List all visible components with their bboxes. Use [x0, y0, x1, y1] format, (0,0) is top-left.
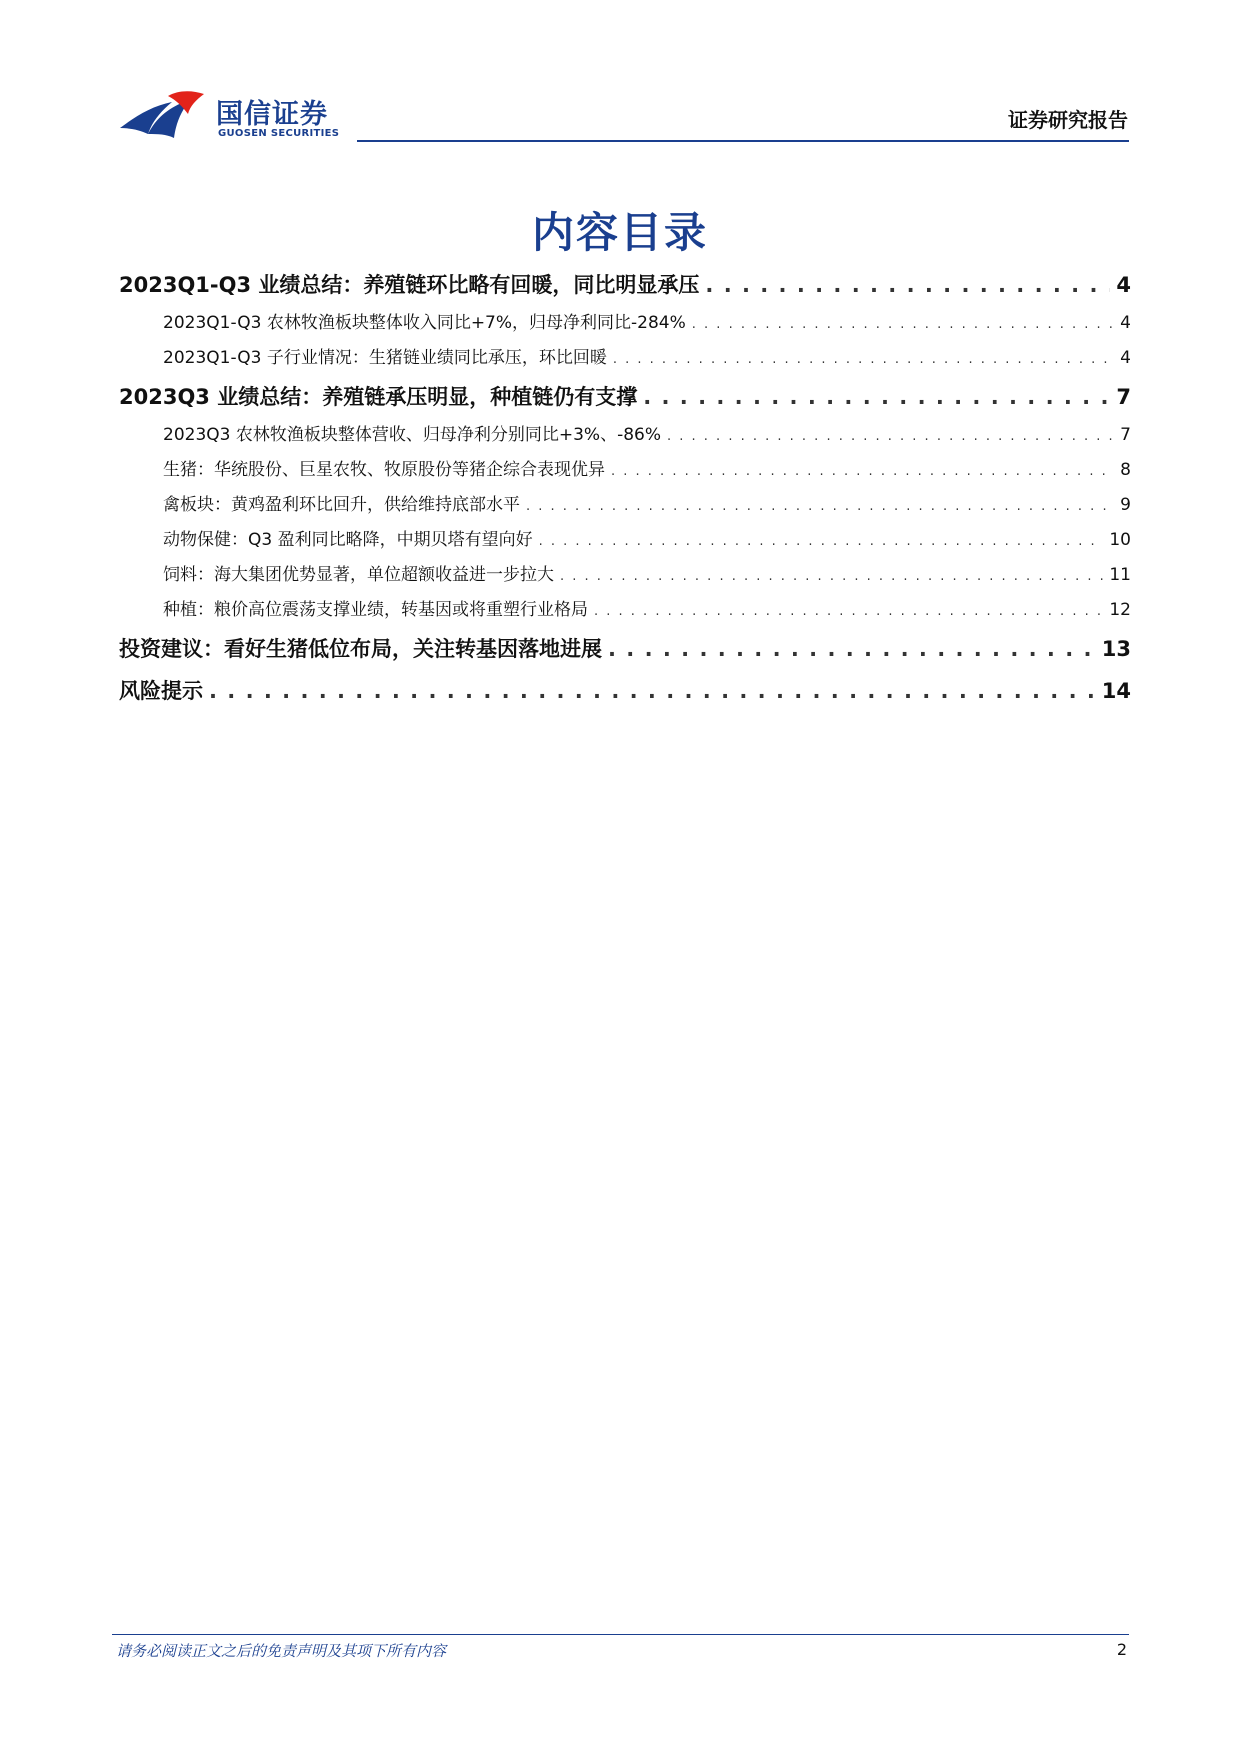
toc-entry-subsection[interactable]: [119, 306, 1131, 341]
toc-page-number: 9: [1120, 495, 1131, 515]
toc-page-number: 4: [1120, 348, 1131, 368]
toc-leader-dots: [526, 489, 1114, 524]
toc-leader-dots: [608, 628, 1096, 670]
toc-leader-dots: [560, 559, 1103, 594]
toc-page-number: 13: [1101, 637, 1131, 661]
footer-divider: [112, 1634, 1129, 1635]
toc-leader-dots: [705, 264, 1110, 306]
toc-entry-section[interactable]: [119, 670, 1131, 712]
table-of-contents: [119, 264, 1131, 712]
report-type-label: 证券研究报告: [1008, 108, 1128, 132]
logo-chinese-name: 国信证券: [216, 99, 328, 130]
toc-page-number: 4: [1116, 273, 1131, 297]
toc-page-number: 10: [1109, 530, 1131, 550]
toc-entry-title: 禽板块：黄鸡盈利环比回升，供给维持底部水平: [163, 495, 520, 515]
toc-entry-subsection[interactable]: [119, 558, 1131, 593]
toc-leader-dots: [643, 376, 1110, 418]
toc-entry-section[interactable]: [119, 628, 1131, 670]
toc-entry-subsection[interactable]: [119, 488, 1131, 523]
toc-leader-dots: [611, 454, 1114, 489]
toc-leader-dots: [692, 307, 1114, 342]
toc-entry-section[interactable]: [119, 376, 1131, 418]
guosen-logo-icon: [118, 88, 210, 144]
toc-entry-title: 2023Q1-Q3 子行业情况：生猪链业绩同比承压，环比回暖: [163, 348, 607, 368]
toc-page-number: 8: [1120, 460, 1131, 480]
toc-leader-dots: [539, 524, 1104, 559]
toc-entry-subsection[interactable]: [119, 418, 1131, 453]
toc-title: 内容目录: [531, 208, 708, 257]
toc-entry-title: 投资建议：看好生猪低位布局，关注转基因落地进展: [119, 637, 602, 661]
toc-entry-title: 生猪：华统股份、巨星农牧、牧原股份等猪企综合表现优异: [163, 460, 605, 480]
toc-page-number: 11: [1109, 565, 1131, 585]
toc-page-number: 4: [1120, 313, 1131, 333]
logo-english-name: GUOSEN SECURITIES: [218, 128, 340, 139]
toc-entry-subsection[interactable]: [119, 523, 1131, 558]
toc-page-number: 14: [1101, 679, 1131, 703]
toc-entry-title: 饲料：海大集团优势显著，单位超额收益进一步拉大: [163, 565, 554, 585]
header-divider: [357, 140, 1129, 142]
toc-leader-dots: [209, 670, 1096, 712]
toc-page-number: 7: [1120, 425, 1131, 445]
toc-entry-subsection[interactable]: [119, 593, 1131, 628]
toc-entry-title: 2023Q1-Q3 农林牧渔板块整体收入同比+7%，归母净利同比-284%: [163, 313, 686, 333]
toc-entry-title: 动物保健：Q3 盈利同比略降，中期贝塔有望向好: [163, 530, 533, 550]
toc-entry-title: 2023Q1-Q3 业绩总结：养殖链环比略有回暖，同比明显承压: [119, 273, 700, 297]
toc-leader-dots: [594, 594, 1103, 629]
toc-entry-title: 风险提示: [119, 679, 203, 703]
company-logo: [118, 88, 348, 144]
page-number: 2: [1116, 1640, 1127, 1659]
toc-leader-dots: [613, 342, 1114, 377]
toc-entry-title: 种植：粮价高位震荡支撑业绩，转基因或将重塑行业格局: [163, 600, 588, 620]
toc-entry-subsection[interactable]: [119, 341, 1131, 376]
toc-page-number: 7: [1116, 385, 1131, 409]
toc-page-number: 12: [1109, 600, 1131, 620]
toc-entry-title: 2023Q3 业绩总结：养殖链承压明显，种植链仍有支撑: [119, 385, 638, 409]
toc-leader-dots: [667, 419, 1114, 454]
toc-entry-subsection[interactable]: [119, 453, 1131, 488]
toc-entry-section[interactable]: [119, 264, 1131, 306]
toc-entry-title: 2023Q3 农林牧渔板块整体营收、归母净利分别同比+3%、-86%: [163, 425, 661, 445]
footer-disclaimer: 请务必阅读正文之后的免责声明及其项下所有内容: [116, 1642, 447, 1660]
